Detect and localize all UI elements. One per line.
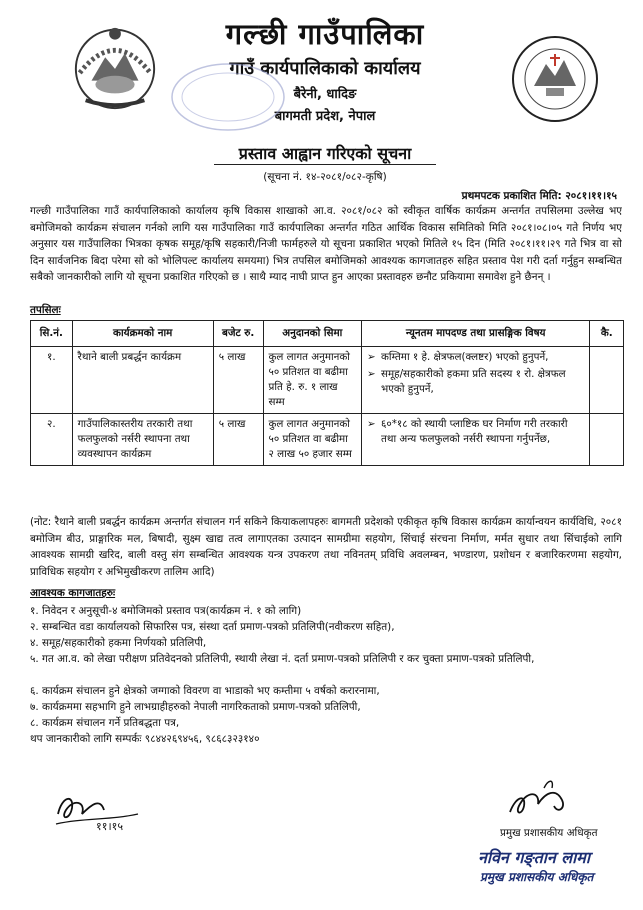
documents-heading: आवश्यक कागजातहरुः [30, 587, 116, 599]
publish-date: प्रथमपटक प्रकाशित मिति: २०८१।११।१५ [461, 190, 617, 202]
contact-info: थप जानकारीको लागि सम्पर्कः ९८४४२६९४५६, ९८६८३२३१४० [30, 733, 260, 745]
document-item: ५. गत आ.व. को लेखा परीक्षण प्रतिवेदनको प्रतिलिपी, स्थायी लेखा नं. दर्ता प्रमाण-पत्रको प्रतिलिपी र कर चुक्ता प्रमाण-पत्रको प्रतिलिपी, [30, 653, 535, 665]
criteria-item: ➢ कम्तिमा १ हे. क्षेत्रफल(क्लष्टर) भएको हुनुपर्ने, [367, 351, 549, 363]
cell-criteria [362, 347, 590, 414]
office-location: बैरेनी, धादिङ [293, 87, 357, 102]
col-header-criteria: न्यूनतम मापदण्ड तथा प्रासङ्गिक विषय [362, 321, 590, 347]
col-header-sn: सि.नं. [31, 321, 73, 347]
cell-remarks [590, 347, 624, 414]
municipality-title: गल्छी गाउँपालिका [225, 17, 425, 51]
cell-budget: ५ लाख [213, 347, 263, 414]
bullet-arrow-icon: ➢ [367, 418, 376, 430]
criteria-item: ➢ ६०*१८ को स्थायी प्लाष्टिक घर निर्माण गरी तरकारी तथा अन्य फलफुलको नर्सरी स्थापना गर्नुपर्नेछ, [367, 418, 568, 445]
col-header-budget: बजेट रु. [213, 321, 263, 347]
cell-grant-limit: कुल लागत अनुमानको ५० प्रतिशत वा बढीमा २ लाख ५० हजार सम्म [263, 414, 361, 466]
schedule-heading: तपसिलः [30, 304, 61, 316]
notice-body: गल्छी गाउँपालिका गाउँ कार्यपालिकाको कार्यालय कृषि विकास शाखाको आ.व. २०८१/०८२ को स्वीकृत वार्षिक कार्यक्रम अन्तर्गत तपसिलमा उल्लेख भए बमोजिमको कार्यक्रम संचालन गर्नको लागि यस गाउँपालिका गाउँ कार्यपालिका अन्तर्गत गठित आर्थिक विकास समितिको मिति २०८१।०८।०५ गते निर्णय भए अनुसार यस गाउँपालिका भित्रका कृषक समूह/कृषि सहकारी/निजी फार्महरुले यो सूचना प्रकाशित भएको मितिले १५ दिन (मिति २०८१।११।२९ गते भित्र वा सो दिन सार्वजनिक बिदा परेमा सो को भोलिपल्ट कार्यालय समयमा) भित्र तपसिल बमोजिमको आवश्यक कागजातहरु सहित प्रस्ताव पेश गरी दर्ता गर्नुहुन सम्बन्धित सबैको जानकारीको लागि यो सूचना प्रकाशित गरिएको छ । साथै म्याद नाघी प्राप्त हुन आएका प्रस्तावहरु छनौट प्रकियामा समावेश हुने छैनन् । [30, 205, 622, 283]
table-row [31, 414, 624, 466]
cell-budget: ५ लाख [213, 414, 263, 466]
cell-criteria [362, 414, 590, 466]
col-header-remarks: कै. [590, 321, 624, 347]
table-row [31, 347, 624, 414]
officer-name: नविन गङ्तान लामा [478, 848, 590, 867]
bullet-arrow-icon: ➢ [367, 351, 376, 363]
document-item: ४. समूह/सहकारीको हकमा निर्णयको प्रतिलिपी, [30, 637, 207, 649]
cell-grant-limit: कुल लागत अनुमानको ५० प्रतिशत वा बढीमा प्रति हे. रु. १ लाख सम्म [263, 347, 361, 414]
office-name: गाउँ कार्यपालिकाको कार्यालय [229, 58, 421, 79]
cell-sn: २. [31, 414, 73, 466]
schedule-table [30, 320, 624, 466]
col-header-grant-limit: अनुदानको सिमा [263, 321, 361, 347]
cell-program: गाउँपालिकास्तरीय तरकारी तथा फलफुलको नर्सरी स्थापना तथा व्यवस्थापन कार्यक्रम [72, 414, 213, 466]
cell-sn: १. [31, 347, 73, 414]
municipality-logo-icon [510, 34, 600, 124]
office-stamp [168, 60, 288, 134]
office-province: बागमती प्रदेश, नेपाल [274, 109, 376, 124]
officer-role-stamp: प्रमुख प्रशासकीय अधिकृत [480, 870, 594, 884]
document-item: ७. कार्यक्रममा सहभागि हुने लाभग्राहीहरुको नेपाली नागरिकताको प्रमाण-पत्रको प्रतिलिपी, [30, 701, 361, 713]
document-item: ६. कार्यक्रम संचालन हुने क्षेत्रको जग्गाको विवरण वा भाडाको भए कम्तीमा ५ वर्षको करारनामा, [30, 685, 380, 697]
initial-date: ११।१५ [96, 820, 124, 833]
cell-remarks [590, 414, 624, 466]
program-note: (नोट: रैथाने बाली प्रबर्द्धन कार्यक्रम अन्तर्गत संचालन गर्न सकिने कियाकलापहरुः बागमती प्रदेशको एकीकृत कृषि विकास कार्यक्रम कार्यान्वयन कार्यविधि, २०८१ बमोजिम बीउ, प्राङ्गारिक मल, बिषादी, सुक्ष्म खाद्य तत्व लागाएतका उत्पादन सामग्रीमा सहयोग, सिंचाई संरचना निर्माण, मर्मत सुधार तथा सिंचाईको लागि आवश्यक सामग्री खरिद, बाली वस्तु संग सम्बन्धित आवश्यक यन्त्र उपकरण तथा नविनतम् प्रविधि अवलम्बन, भण्डारण, प्रशोधन र बजारिकरणमा सहयोग, प्राविधिक सहयोग र अभिमुखीकरण तालिम आदि) [30, 516, 622, 578]
document-item: २. सम्बन्धित वडा कार्यालयको सिफारिस पत्र, संस्था दर्ता प्रमाण-पत्रको प्रतिलिपी(नवीकरण सहित), [30, 621, 395, 633]
officer-role: प्रमुख प्रशासकीय अधिकृत [500, 827, 598, 839]
cell-program: रैथाने बाली प्रबर्द्धन कार्यक्रम [72, 347, 213, 414]
bullet-arrow-icon: ➢ [367, 368, 376, 380]
initial-signature [52, 784, 144, 836]
nepal-emblem-icon [66, 20, 164, 112]
document-item: १. निवेदन र अनुसूची-४ बमोजिमको प्रस्ताव पत्र(कार्यक्रम नं. १ को लागि) [30, 605, 302, 617]
officer-signature [500, 770, 580, 830]
notice-title: प्रस्ताव आह्वान गरिएको सूचना [238, 144, 412, 163]
criteria-item: ➢ समूह/सहकारीको हकमा प्रति सदस्य १ रो. क्षेत्रफल भएको हुनुपर्ने, [367, 368, 566, 395]
title-underline [214, 164, 436, 165]
table-header-row [31, 321, 624, 347]
document-item: ८. कार्यक्रम संचालन गर्ने प्रतिबद्धता पत्र, [30, 717, 180, 729]
col-header-program: कार्यक्रमको नाम [72, 321, 213, 347]
notice-number: (सूचना नं. १४-२०८१/०८२-कृषि) [263, 171, 387, 183]
